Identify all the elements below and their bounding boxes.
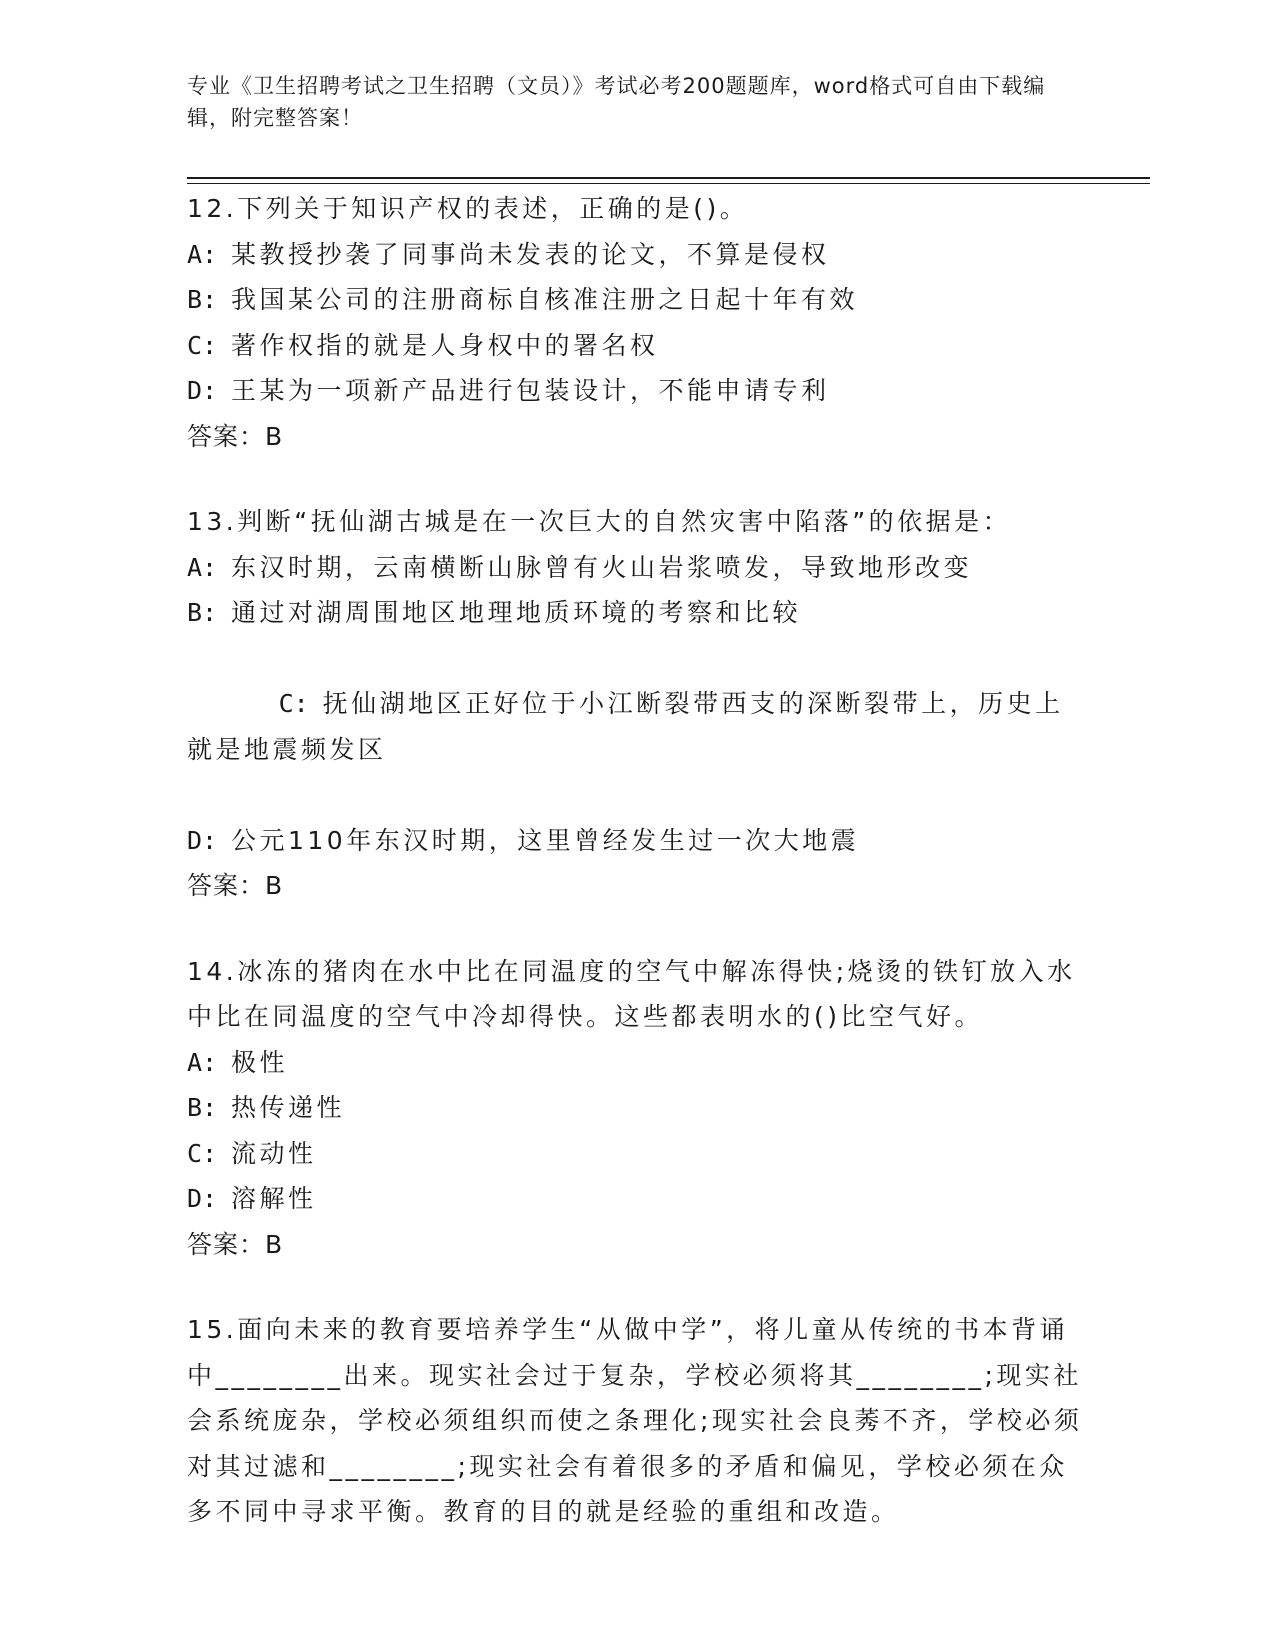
option-text: 著作权指的就是人身权中的署名权	[231, 330, 659, 360]
option-letter: B:	[187, 285, 218, 314]
answer-line: 答案：B	[187, 1229, 284, 1259]
option-d	[187, 818, 1087, 864]
option-letter: B:	[187, 1093, 218, 1122]
question-13	[187, 499, 1087, 909]
option-a	[187, 232, 1087, 278]
option-b	[187, 277, 1087, 323]
header-divider-thin	[187, 183, 1150, 184]
option-c	[187, 323, 1087, 369]
option-text: 溶解性	[231, 1184, 317, 1213]
option-c	[187, 1131, 1087, 1177]
option-letter: B:	[187, 598, 218, 627]
option-b	[187, 1085, 1087, 1131]
question-list	[187, 186, 1087, 1575]
option-letter: D:	[187, 825, 218, 855]
option-a	[187, 545, 1087, 591]
option-letter: D:	[187, 376, 218, 405]
answer-line: 答案：B	[187, 871, 284, 900]
option-letter: D:	[187, 1184, 218, 1213]
option-text: 抚仙湖地区正好位于小江断裂带西支的深断裂带上，历史上就是地震频发区	[187, 689, 1064, 764]
option-letter: A:	[187, 552, 218, 582]
question-15	[187, 1307, 1087, 1535]
option-text: 公元110年东汉时期，这里曾经发生过一次大地震	[231, 825, 860, 855]
question-12	[187, 186, 1087, 459]
question-stem: 15.面向未来的教育要培养学生“从做中学”，将儿童从传统的书本背诵中________出来。现实社会过于复杂，学校必须将其________;现实社会系统庞杂，学校必须组织而使之条理化;现实社会良莠不齐，学校必须对其过滤和________;现实社会有着很多的矛盾和偏见，学校必须在众多不同中寻求平衡。教育的目的就是经验的重组和改造。	[187, 1315, 1083, 1526]
header-divider-thick	[187, 177, 1150, 179]
option-b	[187, 590, 1087, 636]
option-d	[187, 368, 1087, 414]
option-text: 东汉时期，云南横断山脉曾有火山岩浆喷发，导致地形改变	[231, 552, 973, 582]
option-text: 热传递性	[231, 1093, 346, 1122]
option-d	[187, 1176, 1087, 1222]
document-header: 专业《卫生招聘考试之卫生招聘（文员）》考试必考200题题库，word格式可自由下载编辑，附完整答案！	[187, 74, 1046, 130]
answer-line: 答案：B	[187, 421, 284, 451]
question-stem: 12.下列关于知识产权的表述，正确的是()。	[187, 194, 749, 223]
option-text: 通过对湖周围地区地理地质环境的考察和比较	[231, 598, 802, 627]
option-letter: C:	[278, 689, 309, 718]
option-a	[187, 1040, 1087, 1086]
option-letter: A:	[187, 239, 218, 269]
option-letter: C:	[187, 1138, 218, 1168]
option-text: 极性	[231, 1047, 289, 1077]
option-text: 王某为一项新产品进行包装设计，不能申请专利	[231, 376, 830, 405]
option-letter: C:	[187, 330, 218, 360]
question-stem: 14.冰冻的猪肉在水中比在同温度的空气中解冻得快;烧烫的铁钉放入水中比在同温度的空气中冷却得快。这些都表明水的()比空气好。	[187, 956, 1076, 1031]
option-text: 流动性	[231, 1138, 317, 1168]
question-14	[187, 949, 1087, 1268]
question-stem: 13.判断“抚仙湖古城是在一次巨大的自然灾害中陷落”的依据是：	[187, 507, 1012, 536]
option-text: 我国某公司的注册商标自核准注册之日起十年有效	[231, 285, 859, 314]
option-letter: A:	[187, 1047, 218, 1077]
option-c	[187, 636, 1087, 818]
option-text: 某教授抄袭了同事尚未发表的论文，不算是侵权	[231, 239, 830, 269]
